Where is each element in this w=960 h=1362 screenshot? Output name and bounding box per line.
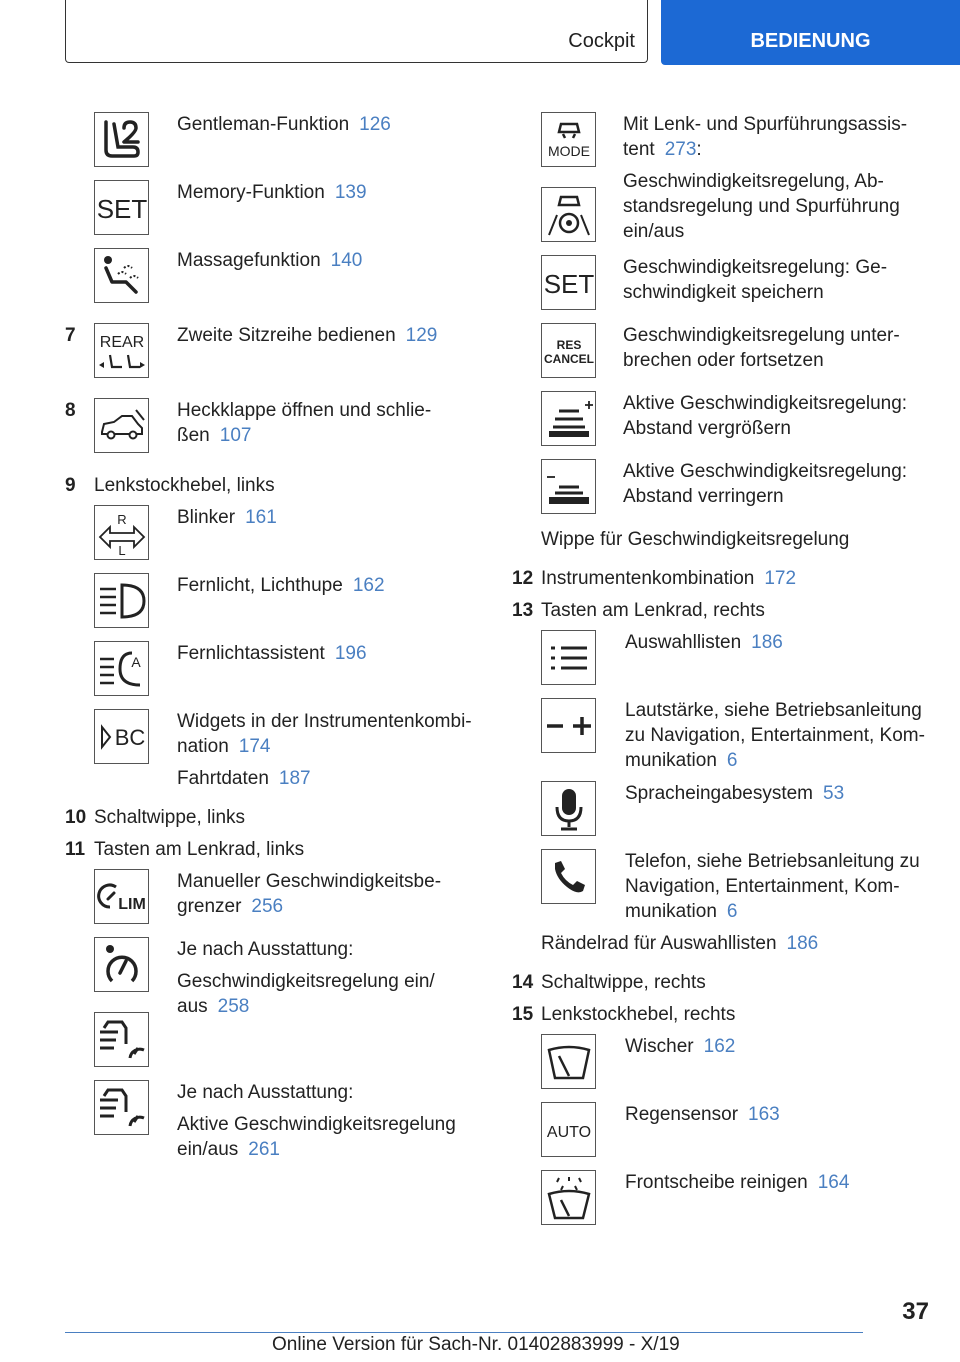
- rain-sensor: Regensensor 163: [625, 1104, 780, 1125]
- instrument-cluster: Instrumentenkombination 172: [541, 568, 797, 589]
- steering-buttons-right: Tasten am Lenkrad, rechts: [541, 600, 765, 621]
- header-frame: [65, 0, 648, 63]
- wiper-icon: [541, 1034, 596, 1089]
- svg-text:A: A: [130, 653, 141, 670]
- svg-text:LIM: LIM: [117, 895, 146, 913]
- right-stalk: Lenkstockhebel, rechts: [541, 1004, 736, 1025]
- footer-divider: [65, 1332, 863, 1333]
- voice-control: Spracheingabesystem 53: [625, 783, 845, 804]
- chapter-tab[interactable]: [661, 0, 960, 65]
- set-speed-icon: [541, 255, 596, 310]
- item-number: 11: [65, 839, 86, 860]
- page-ref[interactable]: 53: [823, 783, 845, 804]
- item-number: 8: [65, 400, 76, 421]
- page-ref[interactable]: 162: [352, 575, 385, 596]
- decrease-distance: Aktive Geschwindigkeitsregelung: Abstand verringern: [623, 461, 908, 507]
- store-speed: Geschwindigkeitsregelung: Ge- schwindigkeit speichern: [623, 257, 888, 303]
- telephone: Telefon, siehe Betriebsanleitung zu Navigation, Entertainment, Kom- munikation 6: [625, 851, 920, 922]
- distance-increase-icon: [541, 391, 596, 446]
- page-ref[interactable]: 187: [278, 768, 311, 789]
- tailgate-icon: [94, 398, 149, 453]
- volume: Lautstärke, siehe Betriebsanleitung zu Navigation, Entertainment, Kom- munikation 6: [625, 700, 925, 771]
- manual-speed-limiter: Manueller Geschwindigkeitsbe- grenzer 256: [177, 871, 442, 917]
- active-cruise-icon: [94, 1012, 149, 1067]
- svg-text:R: R: [116, 511, 127, 527]
- svg-text:AUTO: AUTO: [546, 1123, 591, 1141]
- windshield-washer-icon: [541, 1170, 596, 1225]
- massage-function: Massagefunktion 140: [177, 250, 363, 271]
- item-number: 15: [512, 1004, 534, 1025]
- svg-text:RES: RES: [556, 337, 581, 352]
- page-ref[interactable]: 162: [703, 1036, 736, 1057]
- page-number: 37: [902, 1298, 929, 1325]
- footer-text: Online Version für Sach-Nr. 01402883999 - X/19: [272, 1334, 680, 1355]
- active-cruise-control-icon: [94, 1080, 149, 1135]
- item-number: 9: [65, 475, 76, 496]
- svg-text:SET: SET: [543, 268, 594, 299]
- item-number: 7: [65, 325, 76, 346]
- page-ref[interactable]: 164: [817, 1172, 850, 1193]
- page-ref[interactable]: 273: [664, 139, 697, 160]
- driving-assistant-icon: [541, 187, 596, 242]
- list-icon: [541, 630, 596, 685]
- microphone-icon: [541, 781, 596, 836]
- active-cruise-on-off: Aktive Geschwindigkeitsregelung ein/aus 261: [177, 1114, 456, 1160]
- item-number: 10: [65, 807, 87, 828]
- cruise-distance-lane-control: Geschwindigkeitsregelung, Ab- standsregelung und Spurführung ein/aus: [623, 171, 900, 242]
- page-ref[interactable]: 174: [238, 736, 271, 757]
- item-number: 14: [512, 972, 534, 993]
- rear-seat-icon: [94, 323, 149, 378]
- svg-text:REAR: REAR: [99, 333, 144, 351]
- high-beam: Fernlicht, Lichthupe 162: [177, 575, 385, 596]
- massage-seat-icon: [94, 248, 149, 303]
- svg-text:L: L: [117, 542, 126, 558]
- tailgate-open-close: Heckklappe öffnen und schlie- ßen 107: [177, 400, 432, 446]
- distance-decrease-icon: [541, 459, 596, 514]
- page-ref[interactable]: 107: [219, 425, 252, 446]
- widgets-instrument-cluster: Widgets in der Instrumentenkombi- nation 174: [177, 711, 472, 757]
- shift-paddle-right: Schaltwippe, rechts: [541, 972, 706, 993]
- set-text-icon: [94, 180, 149, 235]
- increase-distance: Aktive Geschwindigkeitsregelung: Abstand vergrößern: [623, 393, 908, 439]
- phone-icon: [541, 849, 596, 904]
- svg-text:CANCEL: CANCEL: [543, 351, 594, 366]
- page-ref[interactable]: 6: [726, 750, 738, 771]
- page-ref[interactable]: 258: [217, 996, 250, 1017]
- thumbwheel: Rändelrad für Auswahllisten 186: [541, 933, 819, 954]
- bc-button-icon: [94, 709, 149, 764]
- turn-signal: Blinker 161: [177, 507, 277, 528]
- cruise-rocker: Wippe für Geschwindigkeitsregelung: [541, 529, 850, 550]
- res-cancel-icon: [541, 323, 596, 378]
- wiper: Wischer 162: [625, 1036, 736, 1057]
- shift-paddle-left: Schaltwippe, links: [94, 807, 246, 828]
- memory-function: Memory-Funktion 139: [177, 182, 367, 203]
- page-ref[interactable]: 186: [751, 632, 783, 653]
- page-ref[interactable]: 186: [786, 933, 819, 954]
- high-beam-assistant: Fernlichtassistent 196: [177, 643, 367, 664]
- cruise-control-on-off: Geschwindigkeitsregelung ein/ aus 258: [177, 971, 435, 1017]
- high-beam-assistant-icon: [94, 641, 149, 696]
- equipment-note-1: Je nach Ausstattung:: [177, 939, 354, 960]
- cruise-control-icon: [94, 937, 149, 992]
- speed-limiter-icon: [94, 869, 149, 924]
- page-ref[interactable]: 139: [334, 182, 367, 203]
- second-seat-row: Zweite Sitzreihe bedienen 129: [177, 325, 438, 346]
- page-ref[interactable]: 161: [245, 507, 277, 528]
- left-stalk: Lenkstockhebel, links: [94, 475, 275, 496]
- trip-data: Fahrtdaten 187: [177, 768, 311, 789]
- selection-lists: Auswahllisten 186: [625, 632, 783, 653]
- clean-windshield: Frontscheibe reinigen 164: [625, 1172, 850, 1193]
- mode-button-icon: [541, 112, 596, 167]
- page-ref[interactable]: 261: [248, 1139, 280, 1160]
- page-ref[interactable]: 256: [251, 896, 284, 917]
- svg-text:BC: BC: [114, 724, 145, 750]
- page-ref[interactable]: 140: [330, 250, 363, 271]
- chapter-tab-label: BEDIENUNG: [750, 30, 871, 52]
- auto-rain-sensor-icon: [541, 1102, 596, 1157]
- turn-signal-icon: [94, 505, 149, 560]
- gentleman-function: Gentleman-Funktion 126: [177, 114, 391, 135]
- equipment-note-2: Je nach Ausstattung:: [177, 1082, 354, 1103]
- page-ref[interactable]: 196: [334, 643, 367, 664]
- steering-buttons-left: Tasten am Lenkrad, links: [94, 839, 305, 860]
- page-ref[interactable]: 172: [764, 568, 797, 589]
- page-ref[interactable]: 129: [405, 325, 438, 346]
- steering-assistant-mode: Mit Lenk- und Spurführungsassis- tent 273:: [623, 114, 908, 160]
- item-number: 12: [512, 568, 534, 589]
- item-number: 13: [512, 600, 534, 621]
- page-ref[interactable]: 6: [726, 901, 738, 922]
- gentleman-seat-icon: [94, 112, 149, 167]
- page-ref[interactable]: 126: [359, 114, 391, 135]
- high-beam-icon: [94, 573, 149, 628]
- svg-text:SET: SET: [96, 193, 147, 224]
- section-title: Cockpit: [568, 30, 635, 52]
- volume-icon: [541, 698, 596, 753]
- interrupt-resume: Geschwindigkeitsregelung unter- brechen oder fortsetzen: [623, 325, 900, 371]
- page-ref[interactable]: 163: [748, 1104, 780, 1125]
- svg-text:MODE: MODE: [547, 142, 590, 159]
